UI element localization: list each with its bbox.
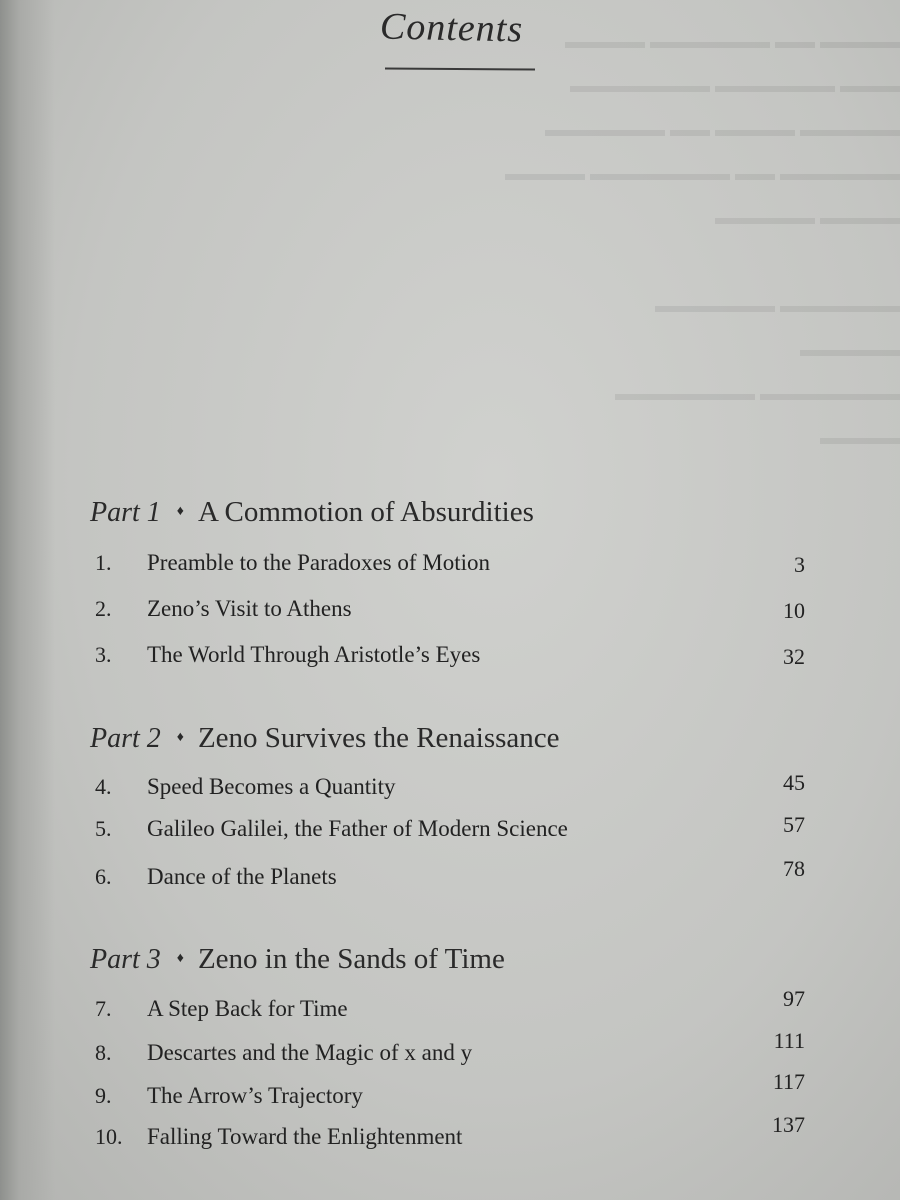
page-number: 10	[783, 598, 805, 623]
page-number: 117	[772, 1069, 805, 1094]
chapter-title: The World Through Aristotle’s Eyes	[147, 642, 481, 667]
page-number: 137	[772, 1112, 805, 1137]
chapter-number: 4.	[95, 774, 112, 799]
chapter-number: 7.	[95, 996, 112, 1021]
part-heading	[90, 943, 505, 976]
chapter-number: 10.	[95, 1124, 123, 1149]
part-title: A Commotion of Absurdities	[197, 496, 534, 528]
part-label: Part 3	[90, 944, 161, 975]
toc-entry	[95, 770, 805, 814]
chapter-number: 6.	[95, 864, 112, 889]
page-title: Contents	[379, 5, 524, 51]
page-number: 111	[773, 1028, 805, 1053]
toc-entry	[95, 596, 805, 636]
chapter-title: Preamble to the Paradoxes of Motion	[147, 550, 491, 575]
chapter-title: Descartes and the Magic of x and y	[147, 1040, 473, 1065]
chapter-title: Falling Toward the Enlightenment	[147, 1124, 463, 1149]
part-title: Zeno Survives the Renaissance	[197, 722, 560, 754]
page-number: 57	[783, 812, 805, 837]
chapter-number: 3.	[95, 642, 112, 667]
chapter-title: Zeno’s Visit to Athens	[147, 596, 352, 621]
chapter-title: Galileo Galilei, the Father of Modern Science	[147, 816, 568, 841]
page-number: 3	[794, 552, 805, 577]
toc-entry	[95, 812, 805, 856]
diamond-separator-icon: ♦	[176, 950, 184, 966]
page-number: 45	[783, 770, 805, 795]
toc-entry	[95, 856, 805, 904]
part-heading	[90, 722, 560, 755]
chapter-title: A Step Back for Time	[147, 996, 348, 1021]
page-number: 32	[783, 644, 805, 669]
page-number: 78	[783, 856, 805, 881]
page-number: 97	[783, 986, 805, 1011]
toc-entry	[95, 1028, 805, 1080]
chapter-title: Speed Becomes a Quantity	[147, 774, 396, 799]
part-heading	[90, 496, 534, 529]
chapter-number: 9.	[95, 1083, 112, 1108]
toc-entry	[95, 550, 805, 590]
chapter-title: Dance of the Planets	[147, 864, 337, 889]
diamond-separator-icon: ♦	[176, 503, 184, 519]
diamond-separator-icon: ♦	[176, 729, 184, 745]
chapter-number: 8.	[95, 1040, 112, 1065]
toc-entry	[95, 1112, 805, 1164]
part-title: Zeno in the Sands of Time	[197, 943, 505, 975]
toc-entry	[95, 1069, 805, 1123]
chapter-number: 1.	[95, 550, 112, 575]
chapter-number: 5.	[95, 816, 112, 841]
chapter-title: The Arrow’s Trajectory	[147, 1083, 363, 1108]
toc-entry	[95, 986, 805, 1036]
page-gutter-shadow	[0, 0, 55, 1200]
bleed-through-text: ▬▬▬▬ ▬▬ ▬▬▬▬▬▬ ▬▬▬▬ ▬▬▬ ▬▬▬▬▬▬ ▬▬▬▬▬▬▬ ▬▬▬▬▬ ▬▬▬▬ ▬▬ ▬▬▬▬▬▬ ▬▬▬▬▬▬ ▬▬ ▬▬▬▬▬▬▬ ▬▬▬▬ ▬▬▬▬ ▬▬▬▬▬ ▬▬▬▬▬▬ ▬▬▬▬▬▬ ▬▬▬▬▬ ▬▬▬▬▬▬▬ ▬▬▬▬▬▬▬ ▬▬▬▬	[505, 31, 900, 449]
part-label: Part 1	[90, 497, 161, 528]
chapter-number: 2.	[95, 596, 112, 621]
part-label: Part 2	[90, 723, 161, 754]
toc-entry	[95, 642, 805, 682]
